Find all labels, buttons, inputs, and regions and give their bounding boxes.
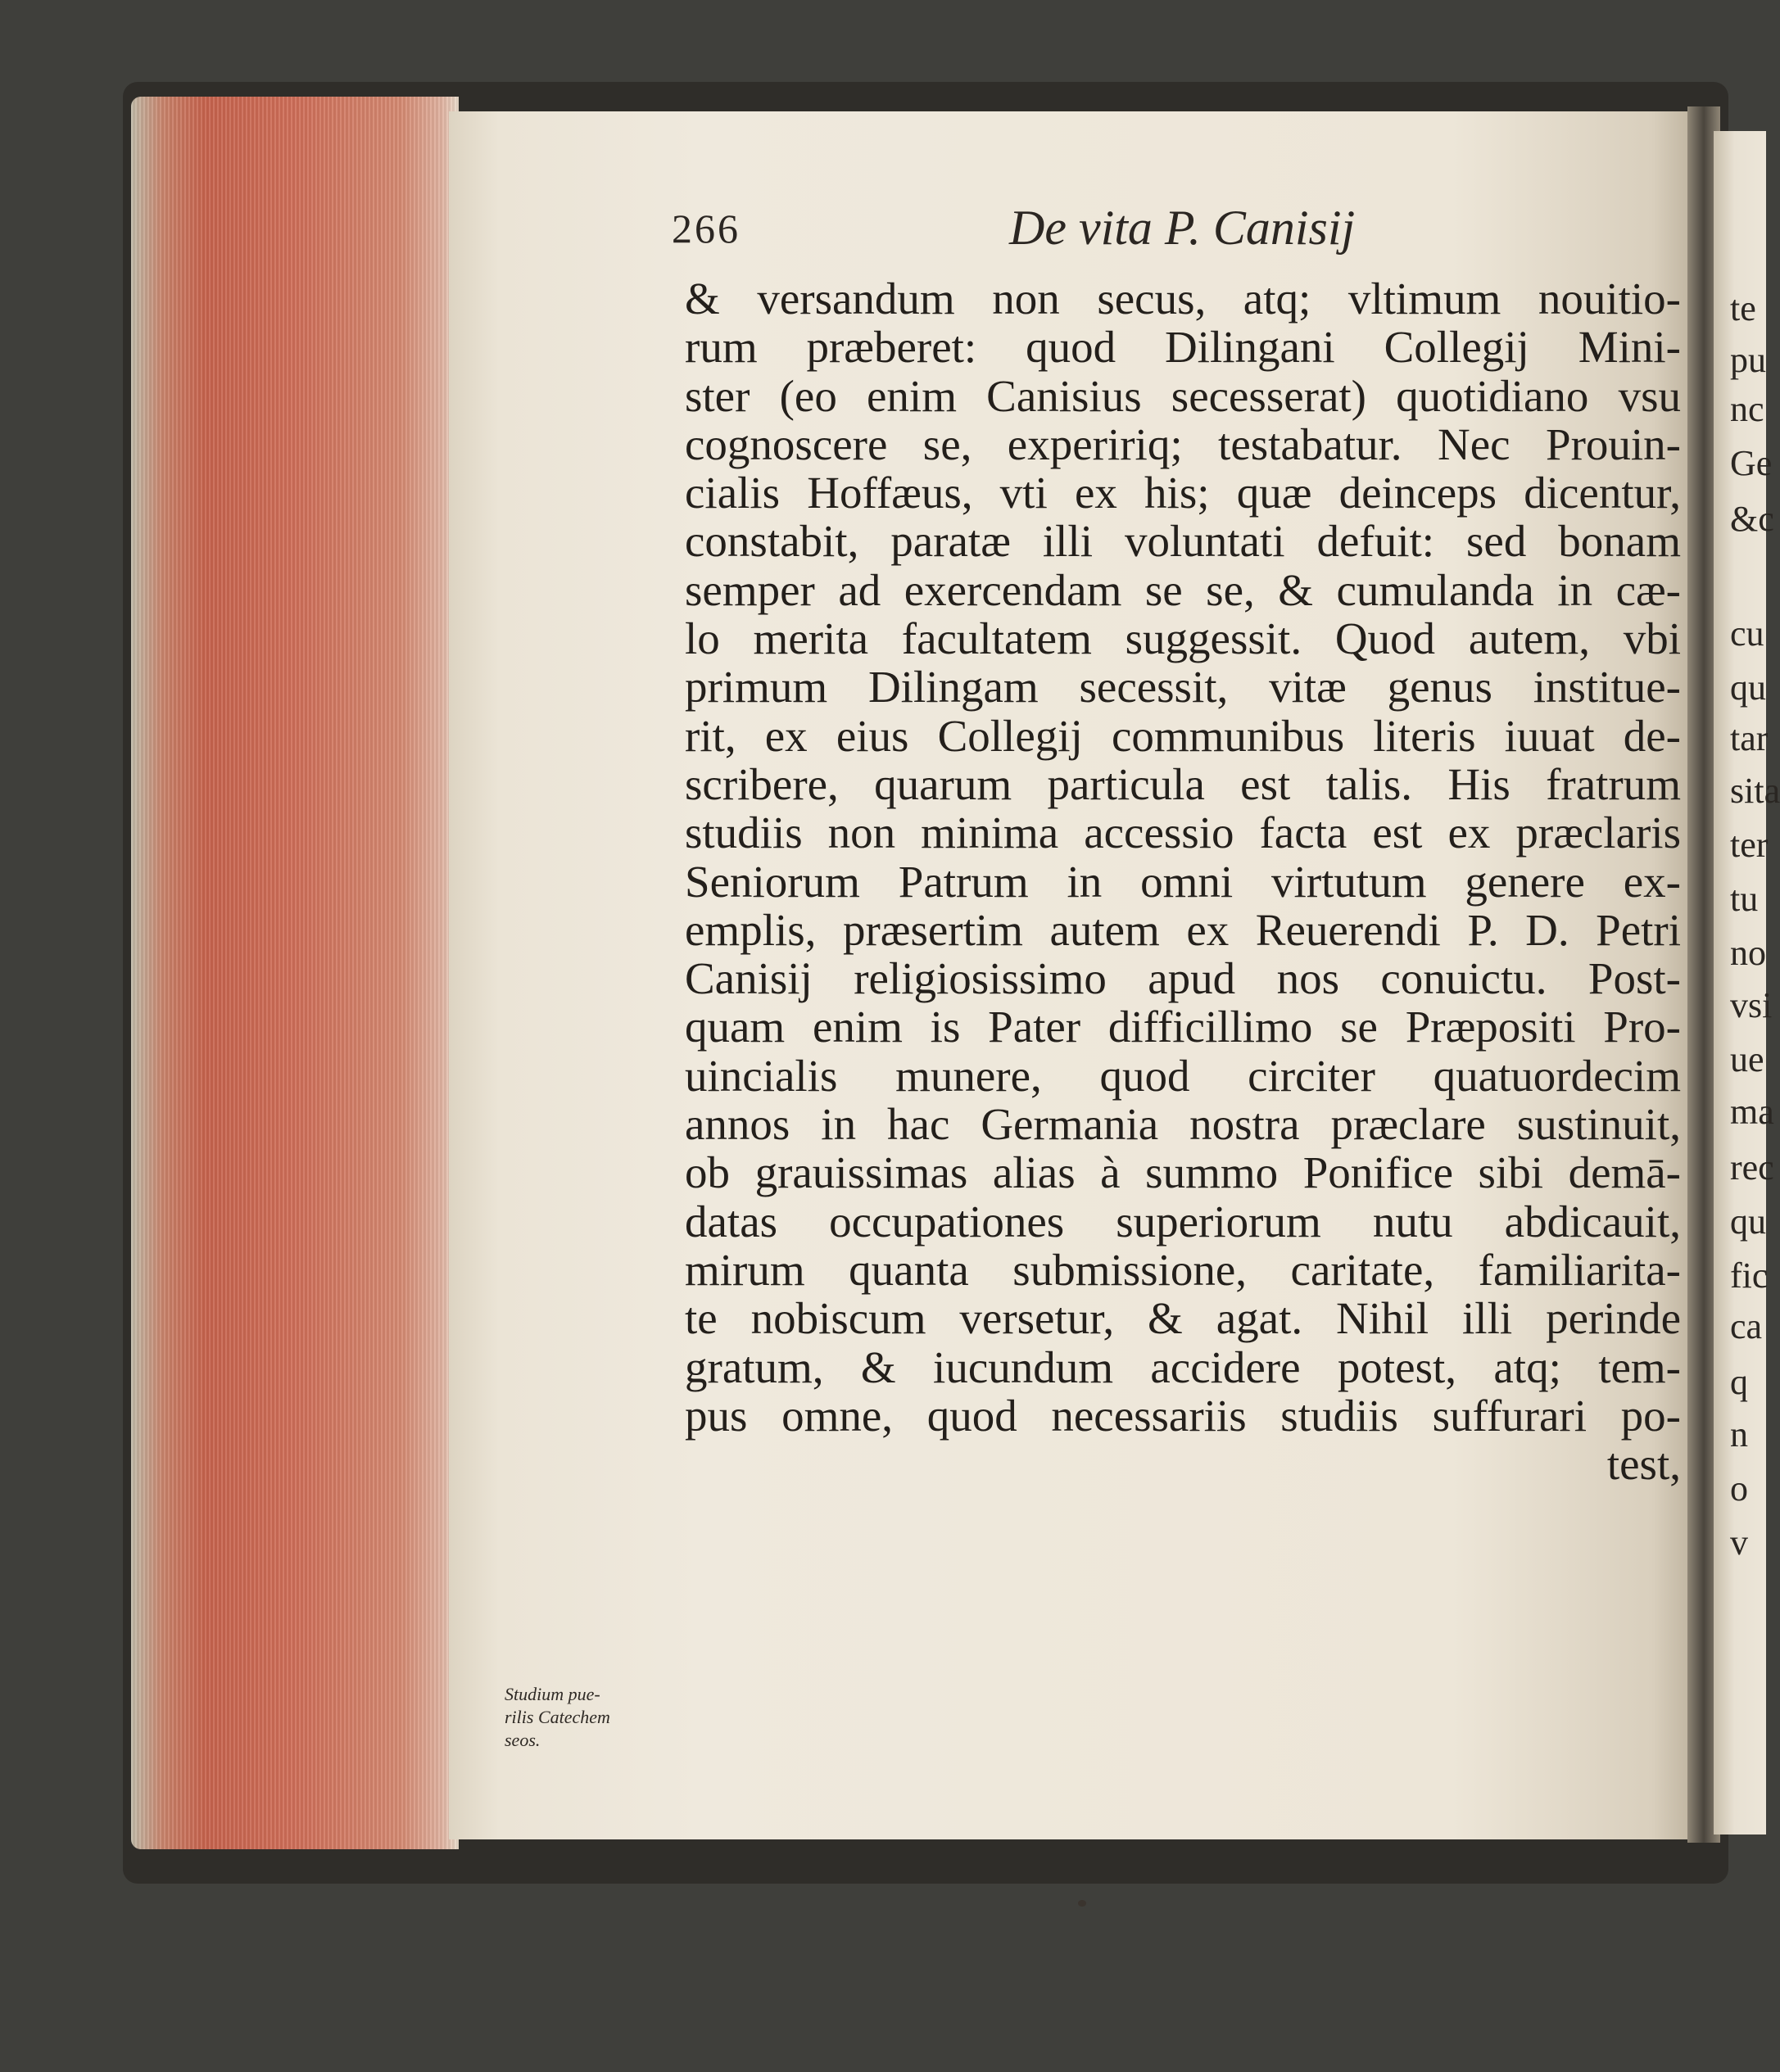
next-page-fragment: q (1730, 1362, 1748, 1402)
margin-note-line: seos. (505, 1730, 541, 1750)
next-page-fragment: n (1730, 1414, 1748, 1454)
text-line: primum Dilingam secessit, vitæ genus institue- (685, 662, 1681, 713)
text-line: constabit, paratæ illi voluntati defuit: sed bonam (685, 516, 1681, 567)
text-line: uincialis munere, quod circiter quatuordecim (685, 1050, 1681, 1101)
next-page-fragment: ma (1730, 1092, 1774, 1132)
text-line: te nobiscum versetur, & agat. Nihil illi perinde (685, 1293, 1681, 1344)
next-page-fragment: ue (1730, 1039, 1764, 1079)
text-line: lo merita facultatem suggessit. Quod autem, vbi (685, 613, 1681, 664)
next-page-fragment: fic (1730, 1255, 1769, 1296)
text-line: gratum, & iucundum accidere potest, atq; tem- (685, 1341, 1681, 1392)
text-line: ster (eo enim Canisius secesserat) quotidiano vsu (685, 370, 1681, 421)
next-page-fragment: &c (1730, 499, 1774, 539)
next-page-fragment: no (1730, 933, 1766, 973)
next-page-fragment: qu (1730, 1201, 1766, 1242)
text-line: Seniorum Patrum in omni virtutum genere ex- (685, 856, 1681, 907)
text-line: annos in hac Germania nostra præclare sustinuit, (685, 1099, 1681, 1150)
text-line: scribere, quarum particula est talis. His fratrum (685, 758, 1681, 809)
text-line: & versandum non secus, atq; vltimum nouitio- (685, 274, 1681, 323)
next-page-fragment: vsi (1730, 985, 1773, 1025)
text-line: semper ad exercendam se se, & cumulanda in cæ- (685, 564, 1681, 615)
text-line: cialis Hoffæus, vti ex his; quæ deinceps dicentur, (685, 468, 1681, 518)
text-line: quam enim is Pater difficillimo se Præpositi Pro- (685, 1002, 1681, 1052)
margin-note-line: rilis Catechem (505, 1707, 610, 1727)
next-page-fragment: tar (1730, 718, 1769, 758)
next-page-fragment: ca (1730, 1306, 1763, 1346)
next-page-fragment: te (1730, 288, 1756, 328)
text-line: cognoscere se, expeririq; testabatur. Nec Prouin- (685, 418, 1681, 469)
page-number: 266 (672, 206, 741, 251)
text-line: datas occupationes superiorum nutu abdicauit, (685, 1196, 1681, 1246)
next-page-fragment: sita (1730, 771, 1780, 811)
next-page-fragment: rec (1730, 1147, 1774, 1188)
text-line: test, (1606, 1439, 1681, 1490)
ink-smudge (1078, 1900, 1086, 1907)
next-page-fragment: o (1730, 1468, 1748, 1509)
text-line: studiis non minima accessio facta est ex præclaris (685, 808, 1681, 858)
next-page-fragment: pu (1730, 340, 1766, 380)
text-line: rum præberet: quod Dilingani Collegij Mini- (685, 322, 1681, 373)
next-page-fragment: tu (1730, 879, 1759, 919)
text-line: rit, ex eius Collegij communibus literis iuuat de- (685, 710, 1681, 761)
next-page (1714, 131, 1769, 1834)
next-page-fragment: ter (1730, 825, 1769, 865)
text-line: emplis, præsertim autem ex Reuerendi P. D. Petri (685, 904, 1681, 955)
body-text (685, 274, 1681, 1488)
text-line: pus omne, quod necessariis studiis suffurari po- (685, 1390, 1681, 1441)
text-line: ob grauissimas alias à summo Ponifice sibi demā- (685, 1147, 1681, 1198)
running-title: De vita P. Canisij (1009, 201, 1356, 255)
running-header (672, 201, 1696, 270)
next-page-fragment: Ge (1730, 443, 1773, 483)
margin-note (505, 1683, 668, 1752)
next-page-fragment: qu (1730, 667, 1766, 708)
next-page-fragment: cu (1730, 613, 1764, 654)
text-line: Canisij religiosissimo apud nos conuictu. Post- (685, 953, 1681, 1004)
margin-note-line: Studium pue- (505, 1684, 600, 1704)
next-page-fragment: nc (1730, 389, 1764, 429)
text-line: mirum quanta submissione, caritate, familiarita- (685, 1244, 1681, 1295)
page-edge (131, 97, 459, 1849)
next-page-fragment: v (1730, 1522, 1748, 1563)
